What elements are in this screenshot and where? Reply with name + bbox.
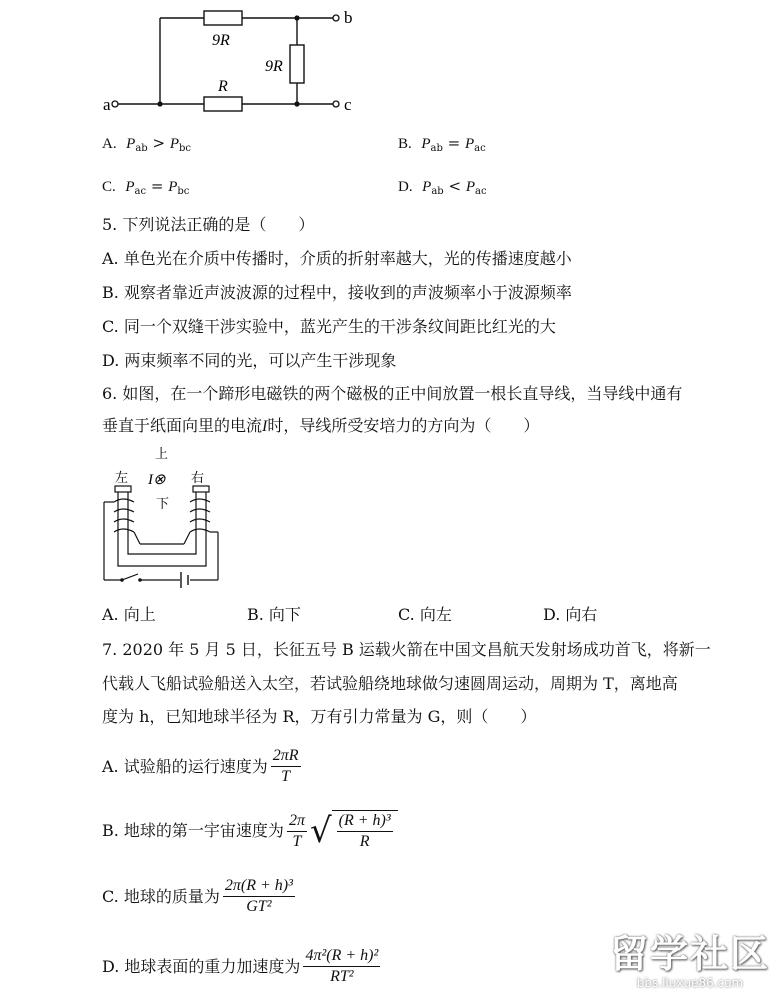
q7-option-c: C. 地球的质量为 $\frac{\text{2π(R + h)³}}{\text{GT²}}$: [102, 877, 293, 915]
q7-option-c-formula: $\frac{\text{2π(R + h)³}}{\text{GT²}}$: [224, 877, 293, 915]
current-into-page-label: I⊗: [148, 472, 166, 488]
q7-option-b-coef: $\frac{2\pi}{T}$: [288, 811, 305, 850]
terminal-c: c: [344, 95, 352, 114]
q6-option-b: B. 向下: [247, 605, 301, 624]
q6-option-a: A. 向上: [102, 605, 156, 624]
q4-option-c: C. $P_{ac} = P_{bc}$: [102, 177, 190, 197]
terminal-a: a: [103, 95, 111, 114]
q7-stem-line1: 7. 2020 年 5 月 5 日，长征五号 B 运载火箭在中国文昌航天发射场成功首飞，将新一: [102, 640, 711, 659]
terminal-b: b: [344, 8, 353, 27]
watermark-url: bbs.liuxue86.com: [636, 976, 744, 990]
watermark: [604, 932, 776, 990]
q6-stem-line1: 6. 如图，在一个蹄形电磁铁的两个磁极的正中间放置一根长直导线，当导线中通有: [102, 384, 683, 403]
q7-option-d: D. 地球表面的重力加速度为 $\frac{\text{4π²(R + h)²}}{\text{RT²}}$: [102, 947, 379, 985]
label-left: 左: [115, 471, 129, 486]
q6-option-d: D. 向右: [543, 605, 598, 624]
electromagnet-diagram: [100, 444, 230, 589]
q5-option-b: B. 观察者靠近声波波源的过程中，接收到的声波频率小于波源频率: [102, 283, 572, 302]
q7-stem-line3: 度为 h，已知地球半径为 R，万有引力常量为 G，则（ ）: [102, 707, 537, 726]
q7-stem-line2: 代载人飞船试验船送入太空，若试验船绕地球做匀速圆周运动，周期为 T，离地高: [102, 674, 678, 693]
resistor-right-label: 9R: [265, 58, 283, 75]
resistor-bottom-label: R: [218, 78, 228, 95]
q7-option-a: A. 试验船的运行速度为 $\frac{2\pi R}{T}$: [102, 747, 299, 785]
q6-stem-line2: 垂直于纸面向里的电流I时，导线所受安培力的方向为（ ）: [102, 416, 540, 435]
q6-option-c: C. 向左: [398, 605, 452, 624]
resistor-top-label: 9R: [212, 32, 230, 49]
q4-option-b: B. $P_{ab} = P_{ac}$: [398, 134, 486, 154]
circuit-diagram: [100, 0, 360, 120]
q7-option-a-formula: $\frac{2\pi R}{T}$: [272, 747, 299, 785]
q4-option-d: D. $P_{ab} < P_{ac}$: [398, 177, 487, 197]
q4-option-a: A. $P_{ab} > P_{bc}$: [102, 134, 192, 154]
label-up: 上: [155, 447, 169, 462]
q5-option-a: A. 单色光在介质中传播时，介质的折射率越大，光的传播速度越小: [102, 249, 572, 268]
radical-sign: √: [309, 811, 332, 851]
q5-option-c: C. 同一个双缝干涉实验中，蓝光产生的干涉条纹间距比红光的大: [102, 317, 556, 336]
label-right: 右: [191, 471, 205, 486]
q5-option-d: D. 两束频率不同的光，可以产生干涉现象: [102, 351, 397, 370]
label-down: 下: [156, 497, 170, 512]
q7-option-d-formula: $\frac{\text{4π²(R + h)²}}{\text{RT²}}$: [305, 947, 379, 985]
q7-option-b: B. 地球的第一宇宙速度为 $\frac{2\pi}{T}$ √ $\frac{\text{(R + h)³}}{R}$: [102, 810, 398, 852]
q7-option-b-radicand: $\frac{\text{(R + h)³}}{R}$: [338, 812, 391, 850]
q5-stem: 5. 下列说法正确的是（ ）: [102, 215, 315, 234]
watermark-brand: 留学社区: [609, 932, 770, 976]
